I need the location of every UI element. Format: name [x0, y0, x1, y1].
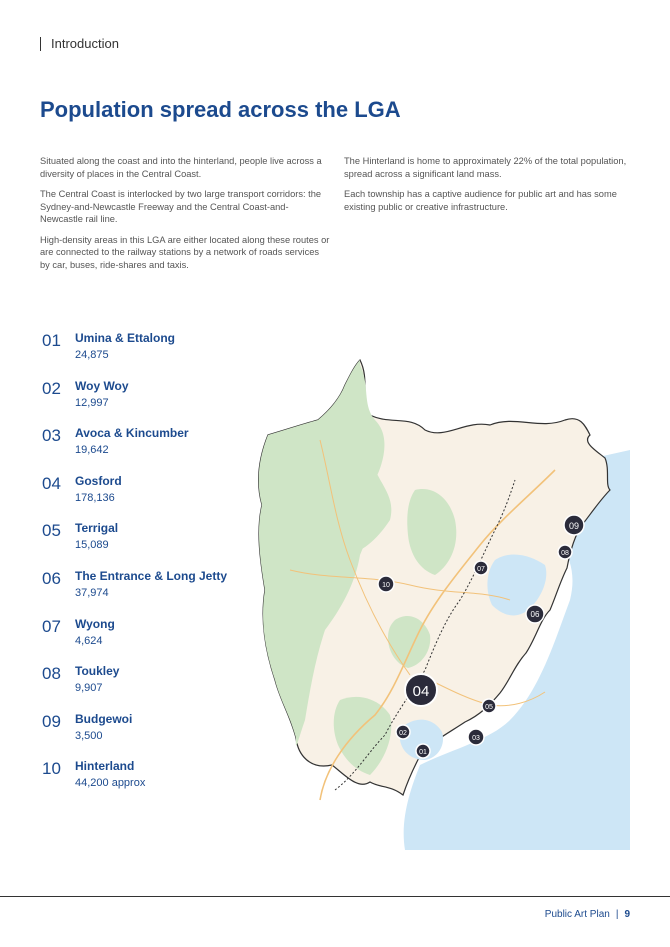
marker-label: 10	[382, 582, 390, 589]
map-marker-05[interactable]	[482, 699, 496, 713]
place-population: 15,089	[75, 539, 109, 552]
place-number: 01	[42, 331, 61, 350]
intro-paragraph: Situated along the coast and into the hinterland, people live across a diversity of places in the Central Coast.	[40, 156, 322, 179]
marker-label: 07	[477, 566, 485, 573]
place-number: 06	[42, 568, 61, 588]
place-number: 03	[42, 426, 61, 446]
place-population: 24,875	[75, 349, 109, 361]
list-item	[42, 569, 272, 617]
marker-label: 04	[412, 683, 430, 700]
place-population: 19,642	[75, 444, 109, 457]
place-number: 09	[42, 711, 61, 731]
place-number: 05	[42, 521, 61, 541]
place-name: Woy Woy	[75, 378, 129, 393]
section-label: Introduction	[40, 37, 119, 51]
map-marker-03[interactable]	[468, 729, 484, 745]
place-number: 04	[42, 473, 61, 493]
list-item	[42, 664, 272, 712]
place-population: 37,974	[75, 586, 109, 599]
marker-label: 02	[399, 730, 407, 737]
intro-paragraph: Each township has a captive audience for public art and has some existing public or creative infrastructure.	[344, 189, 617, 212]
place-number: 02	[42, 378, 61, 398]
intro-paragraph: The Central Coast is interlocked by two large transport corridors: the Sydney-and-Newcastle Freeway and the Central Coast-and-Newcastle rail line.	[40, 189, 322, 224]
list-item	[42, 759, 272, 807]
place-name: The Entrance & Long Jetty	[75, 568, 228, 583]
place-name: Toukley	[75, 664, 120, 679]
marker-label: 01	[419, 749, 427, 756]
place-number: 07	[42, 616, 61, 636]
place-population: 4,624	[75, 634, 103, 647]
map-marker-06[interactable]	[526, 605, 544, 623]
map-marker-07[interactable]	[474, 561, 488, 575]
list-item	[42, 521, 272, 569]
marker-label: 08	[561, 550, 569, 557]
map-marker-10[interactable]	[378, 576, 394, 592]
place-population: 178,136	[75, 491, 115, 504]
intro-left-column	[40, 155, 330, 279]
page-number: 9	[624, 909, 630, 920]
place-name: Gosford	[75, 473, 122, 488]
place-population: 44,200 approx	[75, 777, 146, 790]
marker-label: 06	[530, 610, 540, 619]
list-item	[42, 379, 272, 427]
place-population: 12,997	[75, 396, 109, 409]
marker-label: 09	[568, 521, 580, 531]
intro-paragraph: High-density areas in this LGA are either located along these routes or are connected to the railway stations by a network of roads services by car, buses, ride-shares and taxis.	[40, 234, 330, 270]
place-population: 9,907	[75, 682, 103, 695]
page-title: Population spread across the LGA	[40, 97, 401, 122]
list-item	[42, 712, 272, 760]
document-name: Public Art Plan	[544, 909, 610, 920]
map-marker-08[interactable]	[558, 545, 572, 559]
place-population: 3,500	[75, 729, 103, 742]
map-marker-02[interactable]	[396, 725, 410, 739]
place-name: Avoca & Kincumber	[75, 426, 189, 441]
map-marker-01[interactable]	[416, 744, 430, 758]
place-name: Hinterland	[75, 759, 135, 774]
lga-map	[210, 320, 640, 865]
place-name: Terrigal	[75, 521, 119, 536]
intro-right-column	[344, 155, 634, 221]
page-footer	[545, 909, 630, 920]
footer-divider	[0, 896, 670, 897]
map-marker-04[interactable]	[405, 674, 437, 706]
place-number: 08	[42, 664, 61, 684]
marker-label: 05	[485, 704, 493, 711]
places-list	[42, 331, 272, 807]
list-item	[42, 426, 272, 474]
map-marker-09[interactable]	[564, 515, 584, 535]
list-item	[42, 331, 272, 379]
place-number: 10	[42, 759, 61, 779]
place-name: Wyong	[75, 616, 115, 631]
list-item	[42, 474, 272, 522]
place-name: Umina & Ettalong	[75, 331, 176, 345]
intro-paragraph: The Hinterland is home to approximately 22% of the total population, spread across a significant land mass.	[344, 156, 627, 179]
marker-label: 03	[472, 735, 480, 742]
footer-separator: |	[615, 909, 619, 920]
place-name: Budgewoi	[75, 711, 133, 726]
list-item	[42, 617, 272, 665]
